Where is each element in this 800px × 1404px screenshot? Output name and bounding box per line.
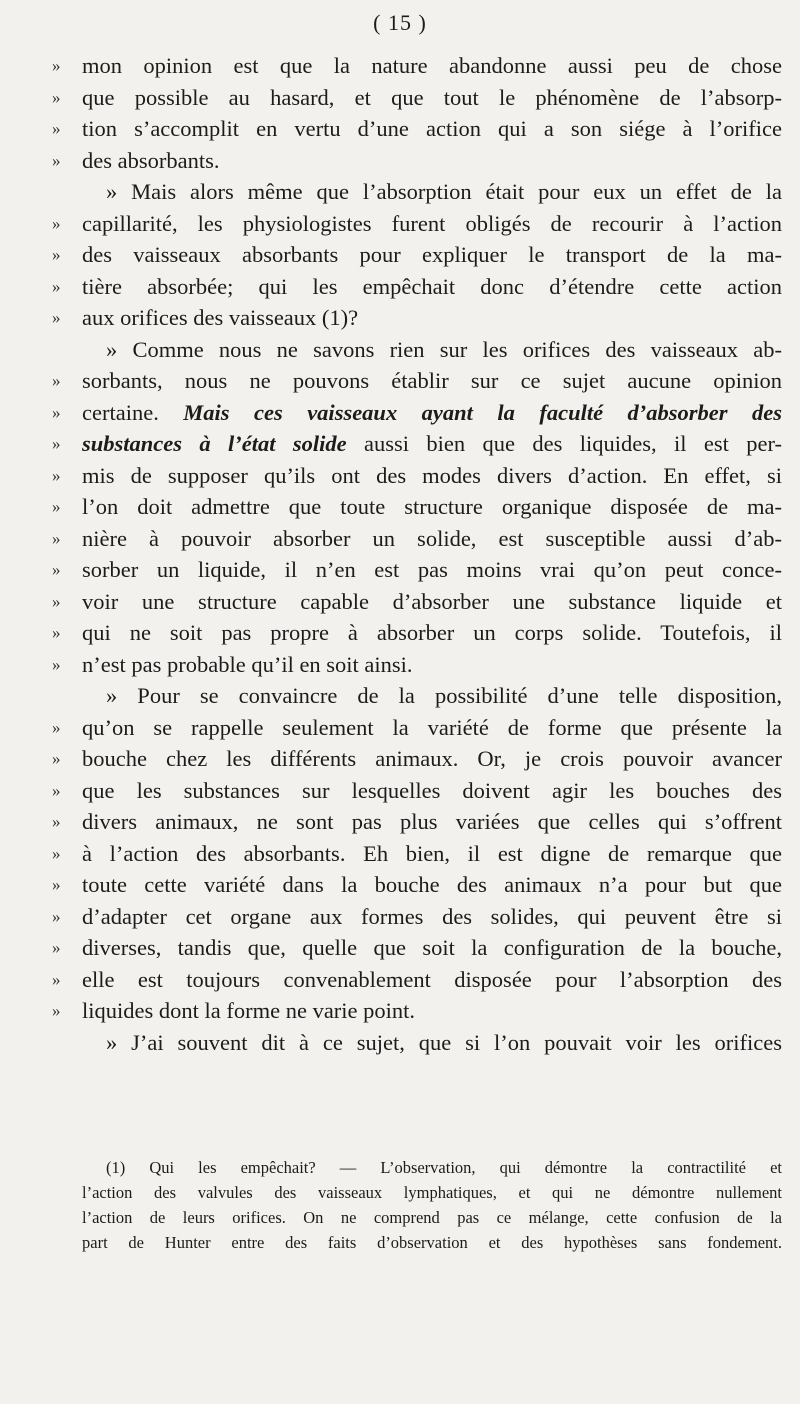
- text-line-1: » mon opinion est que la nature abandonne aussi peu de chose: [82, 50, 782, 82]
- quote-mark: »: [52, 56, 61, 75]
- footnote-line-3: l’action de leurs orifices. On ne comprend pas ce mélange, cette confusion de la: [82, 1208, 782, 1227]
- text-line-30: » elle est toujours convenablement disposée pour l’absorption des: [82, 964, 782, 996]
- text-line-16: » nière à pouvoir absorber un solide, est susceptible aussi d’ab-: [82, 523, 782, 555]
- text-line-25: » divers animaux, ne sont pas plus variées que celles qui s’offrent: [82, 806, 782, 838]
- quote-mark: »: [52, 528, 61, 548]
- text-line-20: » n’est pas probable qu’il en soit ainsi.: [82, 649, 782, 681]
- text-line-26: » à l’action des absorbants. Eh bien, il est digne de remarque que: [82, 838, 782, 870]
- quote-mark: »: [52, 938, 61, 957]
- quote-mark: »: [52, 717, 61, 737]
- text-line-27: » toute cette variété dans la bouche des animaux n’a pour but que: [82, 869, 782, 901]
- text-line-12: » certaine. Mais ces vaisseaux ayant la faculté d’absorber des: [82, 397, 782, 429]
- quote-mark: »: [52, 906, 61, 926]
- quote-mark: »: [52, 402, 61, 422]
- text-line-19: » qui ne soit pas propre à absorber un corps solide. Toutefois, il: [82, 617, 782, 649]
- text-line-8: » tière absorbée; qui les empêchait donc d’étendre cette action: [82, 271, 782, 303]
- text-line-24: » que les substances sur lesquelles doivent agir les bouches des: [82, 775, 782, 807]
- text-line-21: » Pour se convaincre de la possibilité d’une telle disposition,: [106, 683, 782, 708]
- text-line-18: » voir une structure capable d’absorber une substance liquide et: [82, 586, 782, 618]
- quote-mark: »: [52, 969, 61, 989]
- text-line-2: » que possible au hasard, et que tout le phénomène de l’absorp-: [82, 82, 782, 114]
- quote-mark: »: [52, 560, 61, 579]
- quote-mark: »: [52, 87, 61, 107]
- text-line-32: » J’ai souvent dit à ce sujet, que si l’on pouvait voir les orifices: [106, 1029, 782, 1055]
- text-line-31: » liquides dont la forme ne varie point.: [82, 995, 782, 1027]
- text-line-14: » mis de supposer qu’ils ont des modes divers d’action. En effet, si: [82, 460, 782, 492]
- text-line-4: » des absorbants.: [82, 145, 782, 177]
- quote-mark: »: [52, 465, 61, 485]
- text-line-22: » qu’on se rappelle seulement la variété de forme que présente la: [82, 712, 782, 744]
- page-number: ( 15 ): [373, 10, 427, 35]
- text-line-13: » substances à l’état solide aussi bien que des liquides, il est per-: [82, 428, 782, 460]
- quote-mark: »: [52, 875, 61, 894]
- footnote-line-1: (1) Qui les empêchait? — L’observation, qui démontre la contractilité et: [106, 1158, 782, 1177]
- body-text: [52, 50, 783, 1058]
- text-line-17: » sorber un liquide, il n’en est pas moins vrai qu’on peut conce-: [82, 554, 782, 586]
- text-line-5: » Mais alors même que l’absorption était pour eux un effet de la: [106, 179, 782, 204]
- text-line-23: » bouche chez les différents animaux. Or, je crois pouvoir avancer: [82, 743, 782, 775]
- quote-mark: »: [52, 812, 61, 831]
- text-line-28: » d’adapter cet organe aux formes des solides, qui peuvent être si: [82, 901, 782, 933]
- text-line-11: » sorbants, nous ne pouvons établir sur ce sujet aucune opinion: [82, 365, 782, 397]
- quote-mark: »: [52, 591, 61, 611]
- quote-mark: »: [52, 371, 61, 390]
- quote-mark: »: [52, 1001, 61, 1020]
- quote-mark: »: [52, 150, 61, 170]
- quote-mark: »: [52, 119, 61, 138]
- quote-mark: »: [52, 497, 61, 516]
- quote-mark: »: [52, 654, 61, 674]
- quote-mark: »: [52, 843, 61, 863]
- text-line-9: » aux orifices des vaisseaux (1)?: [82, 302, 782, 334]
- quote-mark: »: [52, 213, 61, 233]
- quote-mark: »: [52, 623, 61, 642]
- footnote: [82, 1155, 782, 1255]
- footnote-line-4: part de Hunter entre des faits d’observation et des hypothèses sans fondement.: [82, 1233, 782, 1252]
- quote-mark: »: [52, 434, 61, 453]
- quote-mark: »: [52, 749, 61, 768]
- text-line-6: » capillarité, les physiologistes furent obligés de recourir à l’action: [82, 208, 782, 240]
- text-line-15: » l’on doit admettre que toute structure organique disposée de ma-: [82, 491, 782, 523]
- text-line-3: » tion s’accomplit en vertu d’une action qui a son siége à l’orifice: [82, 113, 782, 145]
- quote-mark: »: [52, 780, 61, 800]
- quote-mark: »: [52, 308, 61, 327]
- text-line-29: » diverses, tandis que, quelle que soit la configuration de la bouche,: [82, 932, 782, 964]
- text-line-7: » des vaisseaux absorbants pour expliquer le transport de la ma-: [82, 239, 782, 271]
- footnote-line-2: l’action des valvules des vaisseaux lymphatiques, et qui ne démontre nullement: [82, 1183, 782, 1202]
- quote-mark: »: [52, 276, 61, 296]
- quote-mark: »: [52, 245, 61, 264]
- text-line-10: » Comme nous ne savons rien sur les orifices des vaisseaux ab-: [106, 336, 782, 362]
